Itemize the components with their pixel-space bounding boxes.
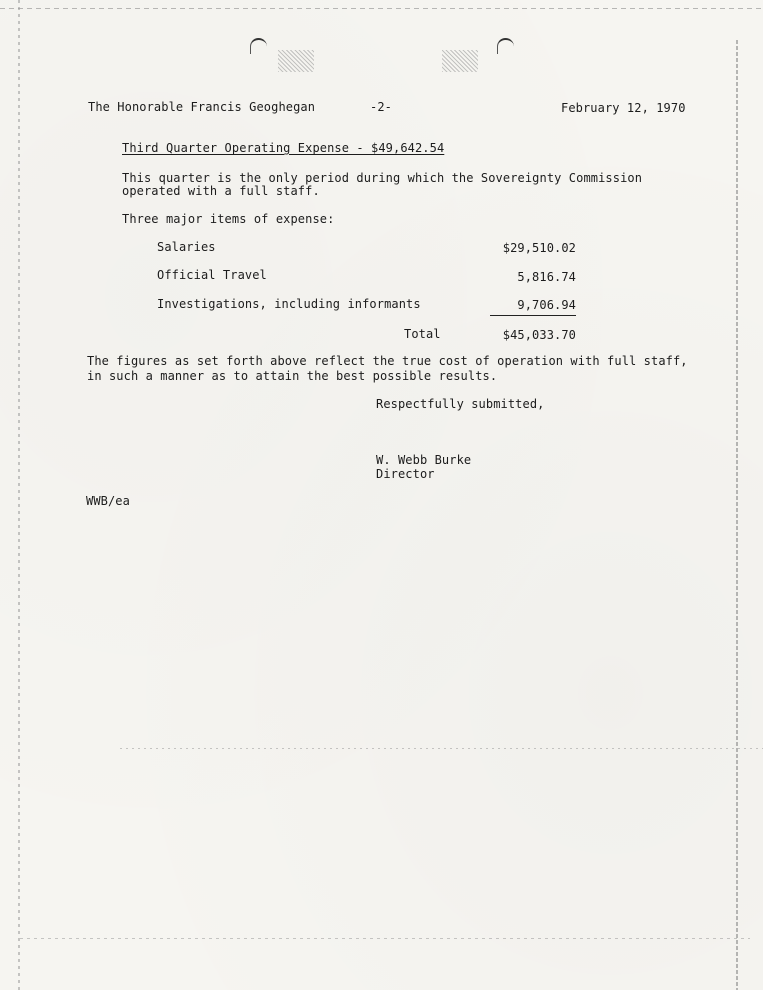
punch-hole-mark-right [497, 38, 514, 54]
scan-edge-left [18, 0, 20, 990]
expense-label: Salaries [157, 240, 216, 254]
scan-blot-right [442, 50, 478, 72]
paragraph-line-1: This quarter is the only period during which the Sovereignty Commission [122, 171, 643, 185]
signer-name: W. Webb Burke [376, 453, 472, 467]
expense-label: Official Travel [157, 268, 267, 282]
punch-hole-mark-left [250, 38, 267, 54]
expense-amount: 5,816.74 [517, 270, 576, 284]
total-label: Total [404, 327, 441, 341]
expense-amount: $29,510.02 [502, 241, 576, 255]
scan-edge-bottom [20, 938, 750, 939]
letter-date: February 12, 1970 [561, 101, 686, 115]
scan-blot-left [278, 50, 314, 72]
scan-edge-top [0, 8, 763, 9]
addressee: The Honorable Francis Geoghegan [88, 100, 316, 114]
items-intro: Three major items of expense: [122, 212, 335, 226]
total-amount: $45,033.70 [502, 328, 576, 342]
typist-initials: WWB/ea [86, 494, 130, 508]
expense-label: Investigations, including informants [157, 297, 421, 311]
paragraph-line-2: operated with a full staff. [122, 184, 320, 198]
scan-smudge-line [120, 748, 763, 749]
signer-title: Director [376, 467, 435, 481]
page-number: -2- [370, 100, 392, 114]
total-rule [490, 315, 576, 316]
sign-off: Respectfully submitted, [376, 397, 545, 411]
closing-line-2: in such a manner as to attain the best possible results. [87, 369, 498, 383]
scan-edge-right [736, 40, 738, 990]
expense-amount: 9,706.94 [517, 298, 576, 312]
section-title: Third Quarter Operating Expense - $49,642.54 [122, 141, 445, 155]
closing-line-1: The figures as set forth above reflect the true cost of operation with full staff, [87, 354, 688, 368]
